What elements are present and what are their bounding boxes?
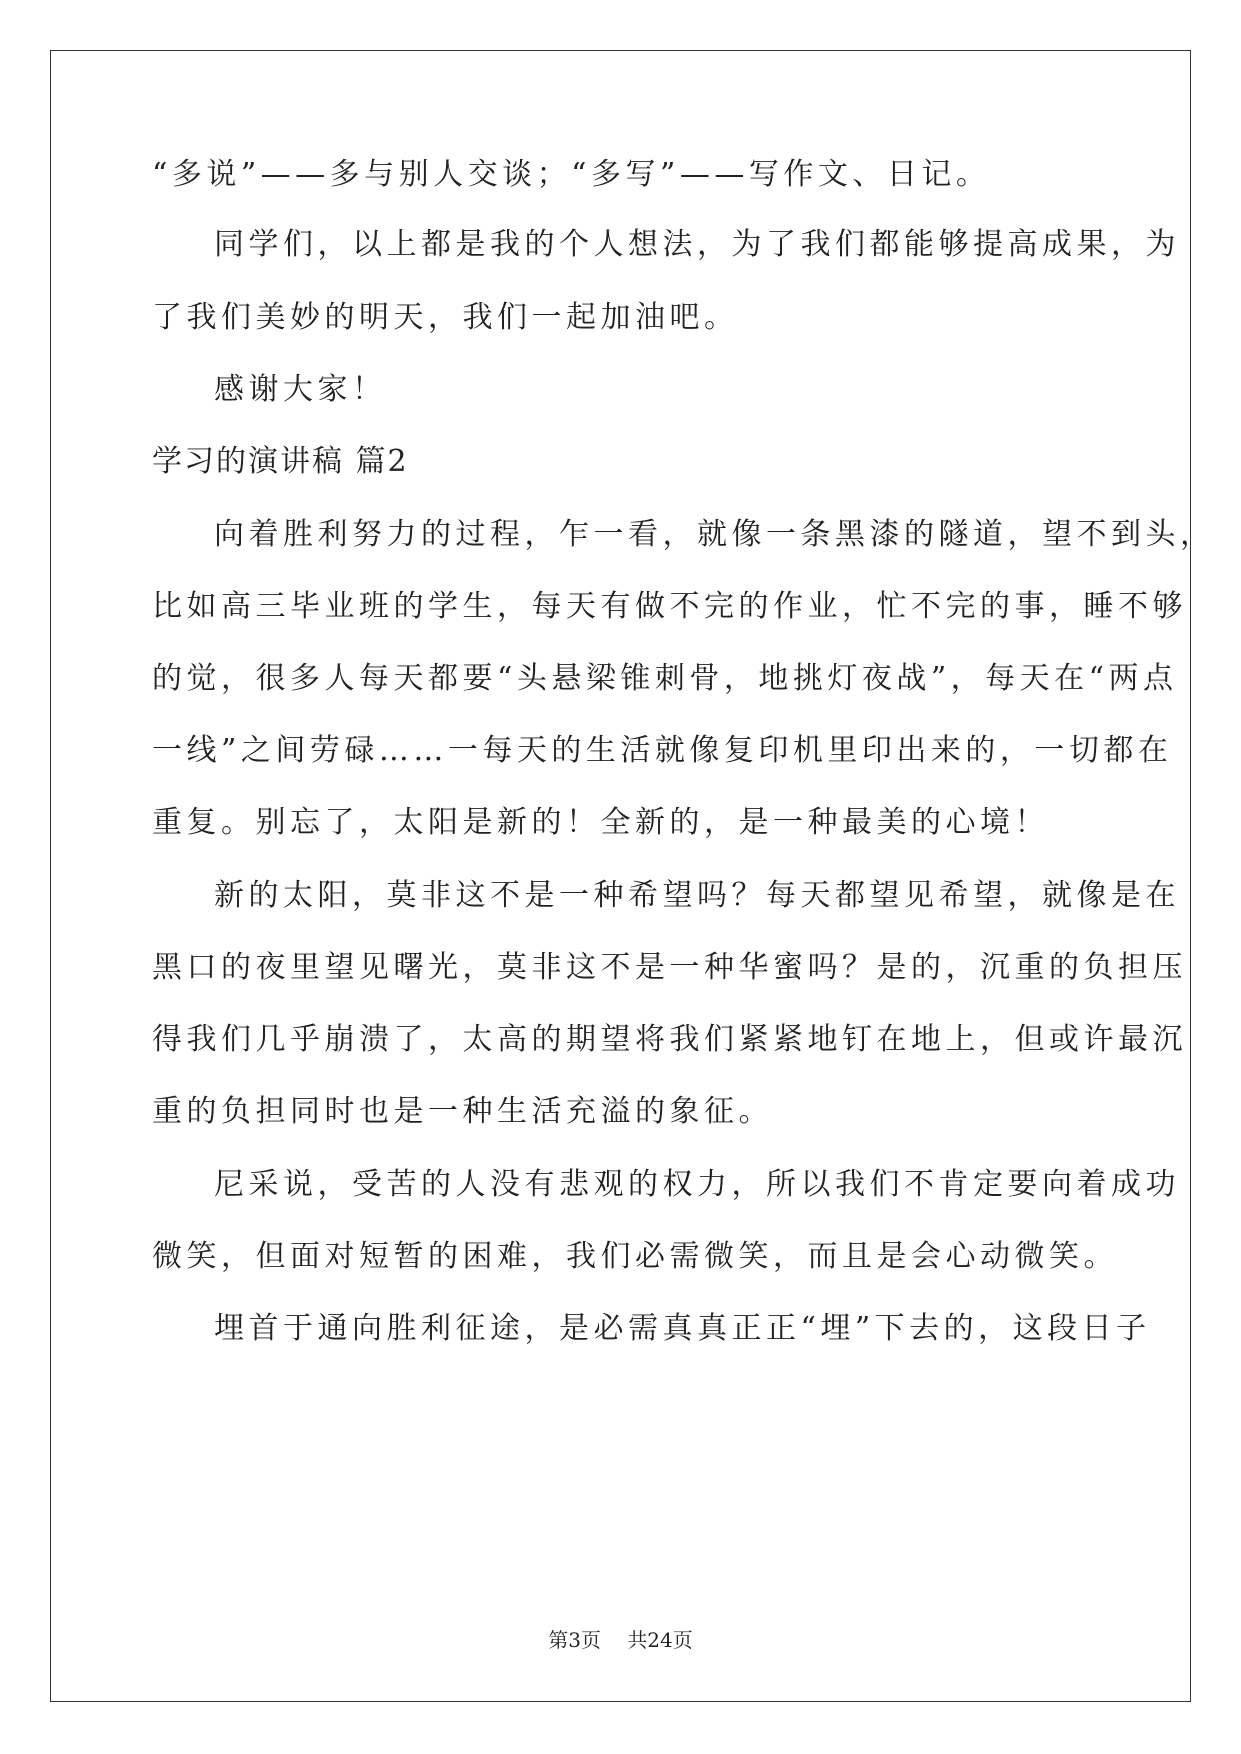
paragraph-line: 重的负担同时也是一种生活充溢的象征。 bbox=[152, 1094, 773, 1129]
paragraph-line: 一线”之间劳碌……一每天的生活就像复印机里印出来的，一切都在 bbox=[152, 733, 1173, 768]
paragraph-line: 新的太阳，莫非这不是一种希望吗？每天都望见希望，就像是在 bbox=[214, 878, 1180, 913]
paragraph-line: 埋首于通向胜利征途，是必需真真正正“埋”下去的，这段日子 bbox=[214, 1311, 1151, 1346]
paragraph-line: 了我们美妙的明天，我们一起加油吧。 bbox=[152, 300, 739, 335]
paragraph-line: 黑口的夜里望见曙光，莫非这不是一种华蜜吗？是的，沉重的负担压 bbox=[152, 950, 1187, 985]
paragraph-line: 比如高三毕业班的学生，每天有做不完的作业，忙不完的事，睡不够 bbox=[152, 589, 1187, 624]
page-total: 共24页 bbox=[627, 1628, 693, 1652]
paragraph-line: 向着胜利努力的过程，乍一看，就像一条黑漆的隧道，望不到头， bbox=[214, 517, 1215, 552]
section-heading: 学习的演讲稿 篇2 bbox=[152, 444, 409, 479]
paragraph-line: 尼采说，受苦的人没有悲观的权力，所以我们不肯定要向着成功 bbox=[214, 1167, 1180, 1202]
paragraph-line: 重复。别忘了，太阳是新的！全新的，是一种最美的心境！ bbox=[152, 805, 1049, 840]
paragraph-line: 感谢大家！ bbox=[214, 372, 387, 407]
paragraph-line: 同学们，以上都是我的个人想法，为了我们都能够提高成果，为 bbox=[214, 227, 1180, 262]
paragraph-line: 的觉，很多人每天都要“头悬梁锥刺骨，地挑灯夜战”，每天在“两点 bbox=[152, 661, 1178, 696]
paragraph-line: 得我们几乎崩溃了，太高的期望将我们紧紧地钉在地上，但或许最沉 bbox=[152, 1022, 1187, 1057]
paragraph-line: “多说”——多与别人交谈；“多写”——写作文、日记。 bbox=[152, 157, 991, 192]
page-footer bbox=[0, 1624, 1241, 1653]
paragraph-line: 微笑，但面对短暂的困难，我们必需微笑，而且是会心动微笑。 bbox=[152, 1239, 1118, 1274]
page-number: 第3页 bbox=[548, 1628, 601, 1652]
